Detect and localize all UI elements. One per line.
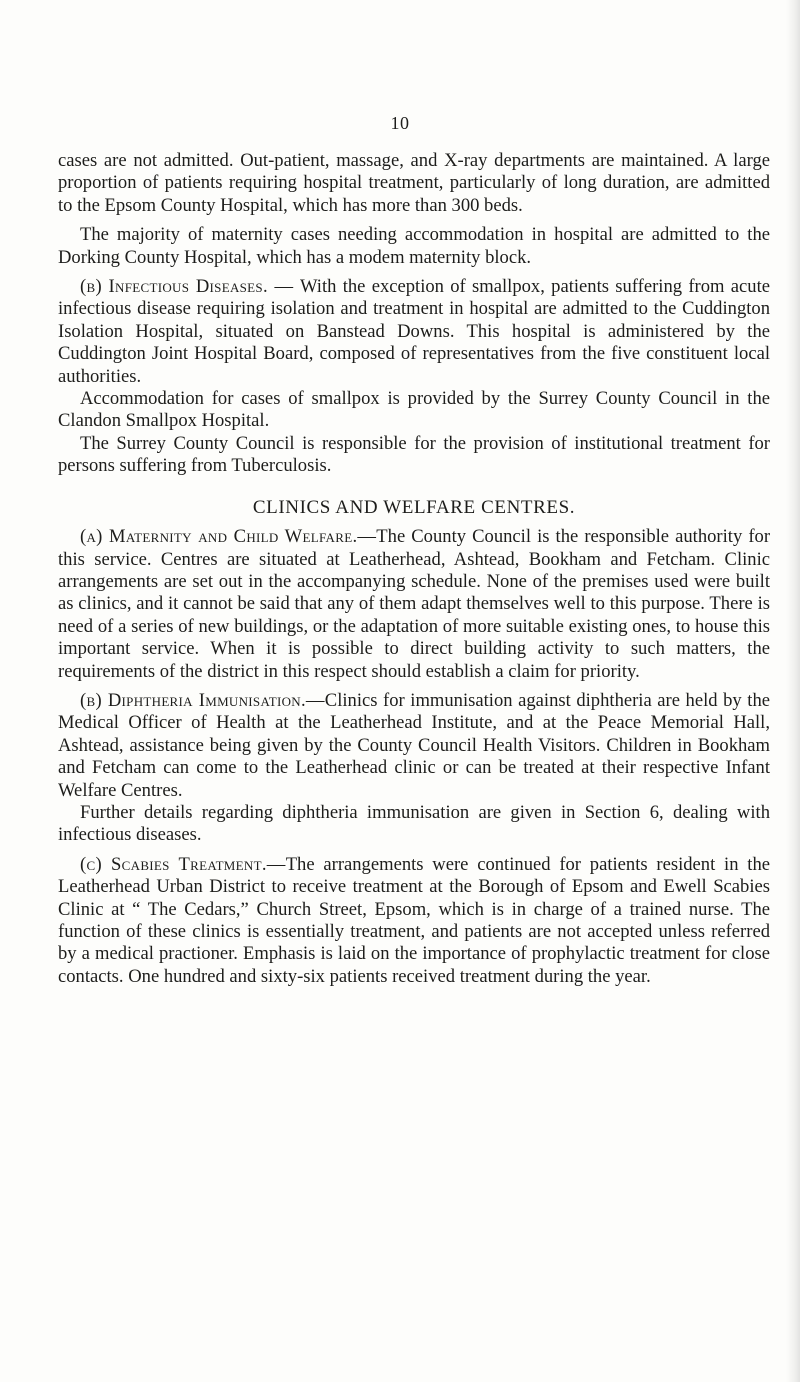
paragraph-tuberculosis: The Surrey County Council is responsible for the provision of institutional treatment for persons suffering from Tuberculosis. [58, 432, 770, 477]
page-number: 10 [390, 113, 410, 133]
page-edge-shadow [786, 0, 800, 1382]
paragraph-scabies-treatment [58, 854, 770, 988]
section-label-diphtheria-immunisation: (b) Diphtheria Immunisation.— [80, 689, 325, 711]
section-heading-clinics: CLINICS AND WELFARE CENTRES. [252, 496, 576, 518]
paragraph-diphtheria-immunisation-text: Clinics for immunisation against diphtheria are held by the Medical Officer of Health at the Leatherhead Institute, and at the Peace Memorial Hall, Ashtead, assistance being given by the County Council Health Visitors. Children in Bookham and Fetcham can come to the Leatherhead clinic or can be treated at their respective Infant Welfare Centres. [58, 689, 770, 801]
paragraph-scabies-treatment-text: The arrangements were continued for patients resident in the Leatherhead Urban District to receive treatment at the Borough of Epsom and Ewell Scabies Clinic at “ The Cedars,” Church Street, Epsom, which is in charge of a trained nurse. The function of these clinics is essentially treatment, and patients are not accepted unless referred by a medical practioner. Emphasis is laid on the importance of prophylactic treatment for close contacts. One hundred and sixty-six patients received treatment during the year. [58, 853, 770, 987]
section-label-infectious-diseases: (b) Infectious Diseases. — [80, 276, 300, 298]
paragraph-maternity-child-welfare [58, 526, 770, 683]
paragraph-hospital-departments: cases are not admitted. Out-patient, massage, and X-ray departments are maintained. A large proportion of patients requiring hospital treatment, particularly of long duration, are admitted to the Epsom County Hospital, which has more than 300 beds. [58, 150, 770, 216]
paragraph-diphtheria-immunisation [58, 690, 770, 802]
paragraph-diphtheria-details: Further details regarding diphtheria immunisation are given in Section 6, dealing with infectious diseases. [58, 801, 770, 846]
paragraph-infectious-diseases [58, 276, 770, 388]
paragraph-infectious-diseases-text: With the exception of smallpox, patients suffering from acute infectious disease requiring isolation and treatment in hospital are admitted to the Cuddington Isolation Hospital, situated on Banstead Downs. This hospital is administered by the Cuddington Joint Hospital Board, composed of representatives from the five constituent local authorities. [58, 276, 770, 387]
section-label-maternity-child-welfare: (a) Maternity and Child Welfare.— [80, 526, 377, 548]
paragraph-maternity-child-welfare-text: The County Council is the responsible authority for this service. Centres are situated at Leatherhead, Ashtead, Bookham and Fetcham. Clinic arrangements are set out in the accompanying schedule. None of the premises used were built as clinics, and it cannot be said that any of them adapt themselves well to this purpose. There is need of a series of new buildings, or the adaptation of more suitable existing ones, to house this important service. When it is possible to direct building activity to such matters, the requirements of the district in this respect should establish a claim for priority. [58, 526, 771, 682]
paragraph-smallpox: Accommodation for cases of smallpox is provided by the Surrey County Council in the Clandon Smallpox Hospital. [58, 388, 770, 432]
section-label-scabies-treatment: (c) Scabies Treatment.— [80, 853, 286, 875]
paragraph-maternity-hospital: The majority of maternity cases needing accommodation in hospital are admitted to the Dorking County Hospital, which has a modem maternity block. [58, 224, 770, 268]
page-body [58, 150, 770, 995]
